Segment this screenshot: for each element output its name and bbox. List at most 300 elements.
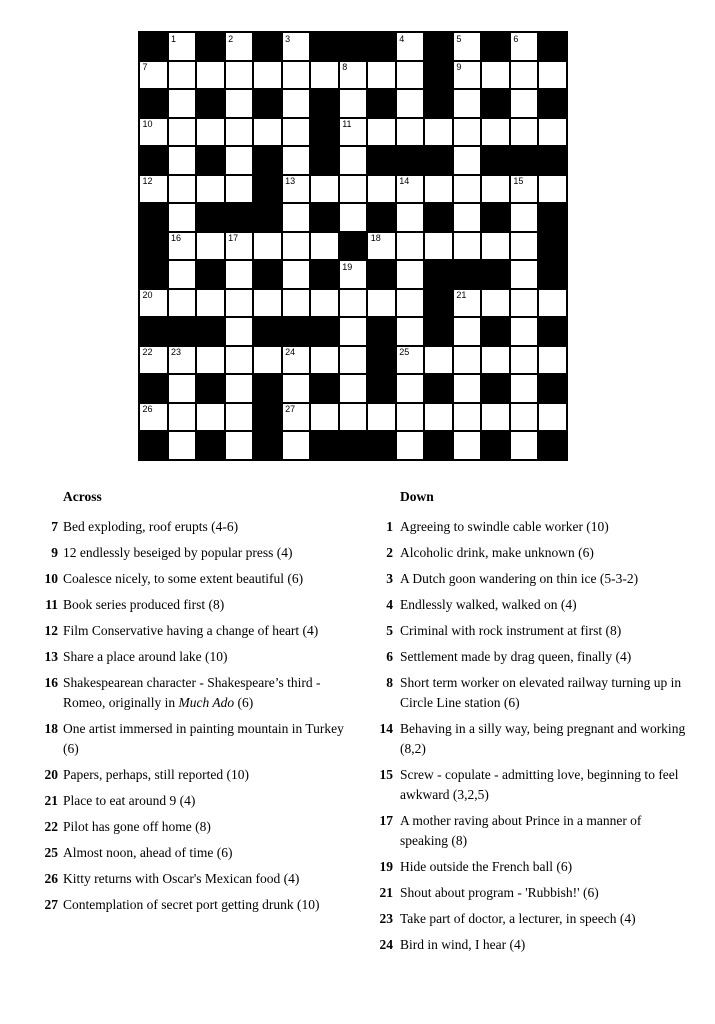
cell-r14-c11[interactable] — [453, 431, 482, 460]
cell-number-7: 7 — [142, 62, 148, 73]
cell-r13-c11[interactable] — [453, 403, 482, 432]
clue-number: 18 — [44, 721, 58, 736]
cell-r3-c7[interactable] — [339, 118, 368, 147]
down-header: Down — [400, 489, 434, 504]
clue-number: 21 — [44, 793, 58, 808]
cell-number-23: 23 — [171, 347, 182, 358]
block-r8-c4 — [253, 260, 282, 289]
block-r7-c7 — [339, 232, 368, 261]
clue-text: Book series produced first (8) — [63, 597, 225, 612]
cell-r0-c3[interactable] — [225, 32, 254, 61]
cell-r13-c0[interactable] — [139, 403, 168, 432]
block-r6-c14 — [538, 203, 567, 232]
cell-r4-c1[interactable] — [168, 146, 197, 175]
cell-r6-c1[interactable] — [168, 203, 197, 232]
clue-text: Shakespearean character - Shakespeare’s third - Romeo, originally in Much Ado (6) — [63, 675, 321, 710]
cell-r2-c1[interactable] — [168, 89, 197, 118]
clue-text: Coalesce nicely, to some extent beautiful (6) — [63, 571, 304, 586]
block-r6-c2 — [196, 203, 225, 232]
cell-r10-c11[interactable] — [453, 317, 482, 346]
across-clue-7 — [40, 517, 347, 537]
cell-r1-c6[interactable] — [310, 61, 339, 90]
cell-r11-c2[interactable] — [196, 346, 225, 375]
cell-number-20: 20 — [142, 290, 153, 301]
block-r11-c8 — [367, 346, 396, 375]
cell-r1-c11[interactable] — [453, 61, 482, 90]
clue-number: 11 — [45, 597, 58, 612]
cell-r9-c6[interactable] — [310, 289, 339, 318]
cell-number-24: 24 — [285, 347, 296, 358]
cell-r12-c1[interactable] — [168, 374, 197, 403]
cell-r0-c5[interactable] — [282, 32, 311, 61]
cell-r9-c1[interactable] — [168, 289, 197, 318]
block-r12-c2 — [196, 374, 225, 403]
clue-text: Short term worker on elevated railway turning up in Circle Line station (6) — [400, 675, 682, 710]
cell-r1-c12[interactable] — [481, 61, 510, 90]
cell-r8-c5[interactable] — [282, 260, 311, 289]
block-r10-c10 — [424, 317, 453, 346]
block-r14-c8 — [367, 431, 396, 460]
block-r14-c2 — [196, 431, 225, 460]
cell-number-9: 9 — [456, 62, 462, 73]
down-clue-23 — [375, 909, 688, 929]
clue-text: 12 endlessly beseiged by popular press (4) — [63, 545, 293, 560]
cell-r12-c13[interactable] — [510, 374, 539, 403]
cell-r9-c14[interactable] — [538, 289, 567, 318]
block-r12-c8 — [367, 374, 396, 403]
clue-text: Take part of doctor, a lecturer, in speech (4) — [400, 911, 636, 926]
cell-r13-c10[interactable] — [424, 403, 453, 432]
cell-r7-c1[interactable] — [168, 232, 197, 261]
block-r0-c6 — [310, 32, 339, 61]
cell-number-11: 11 — [342, 119, 352, 130]
block-r12-c10 — [424, 374, 453, 403]
cell-r8-c3[interactable] — [225, 260, 254, 289]
cell-r4-c3[interactable] — [225, 146, 254, 175]
down-clue-1 — [375, 517, 688, 537]
block-r8-c0 — [139, 260, 168, 289]
block-r10-c12 — [481, 317, 510, 346]
block-r4-c2 — [196, 146, 225, 175]
cell-r7-c3[interactable] — [225, 232, 254, 261]
across-clue-16 — [40, 673, 347, 713]
cell-r14-c5[interactable] — [282, 431, 311, 460]
block-r8-c10 — [424, 260, 453, 289]
clue-text: Screw - copulate - admitting love, beginning to feel awkward (3,2,5) — [400, 767, 679, 802]
down-clue-4 — [375, 595, 688, 615]
cell-r9-c4[interactable] — [253, 289, 282, 318]
cell-r3-c4[interactable] — [253, 118, 282, 147]
block-r8-c2 — [196, 260, 225, 289]
cell-r1-c0[interactable] — [139, 61, 168, 90]
cell-r1-c7[interactable] — [339, 61, 368, 90]
cell-r2-c9[interactable] — [396, 89, 425, 118]
cell-r3-c3[interactable] — [225, 118, 254, 147]
cell-r11-c11[interactable] — [453, 346, 482, 375]
cell-r5-c14[interactable] — [538, 175, 567, 204]
cell-number-2: 2 — [228, 33, 234, 44]
cell-r9-c0[interactable] — [139, 289, 168, 318]
cell-r11-c14[interactable] — [538, 346, 567, 375]
cell-r8-c7[interactable] — [339, 260, 368, 289]
cell-r5-c3[interactable] — [225, 175, 254, 204]
clue-number: 21 — [379, 885, 393, 900]
across-header: Across — [63, 489, 102, 504]
cell-r14-c9[interactable] — [396, 431, 425, 460]
cell-r0-c9[interactable] — [396, 32, 425, 61]
cell-r1-c8[interactable] — [367, 61, 396, 90]
clue-number: 13 — [44, 649, 58, 664]
cell-r11-c4[interactable] — [253, 346, 282, 375]
cell-r11-c5[interactable] — [282, 346, 311, 375]
cell-r5-c2[interactable] — [196, 175, 225, 204]
clue-number: 8 — [386, 675, 393, 690]
across-clue-21 — [40, 791, 347, 811]
across-clue-25 — [40, 843, 347, 863]
cell-r1-c4[interactable] — [253, 61, 282, 90]
block-r9-c10 — [424, 289, 453, 318]
cell-r9-c12[interactable] — [481, 289, 510, 318]
cell-r5-c7[interactable] — [339, 175, 368, 204]
cell-r3-c5[interactable] — [282, 118, 311, 147]
cell-number-14: 14 — [399, 176, 410, 187]
cell-r13-c3[interactable] — [225, 403, 254, 432]
block-r2-c12 — [481, 89, 510, 118]
clue-text: Contemplation of secret port getting drunk (10) — [63, 897, 320, 912]
clue-number: 5 — [386, 623, 393, 638]
clue-text: A mother raving about Prince in a manner of speaking (8) — [400, 813, 642, 848]
cell-r13-c9[interactable] — [396, 403, 425, 432]
clue-text: Share a place around lake (10) — [63, 649, 228, 664]
clue-number: 14 — [379, 721, 393, 736]
down-clue-24 — [375, 935, 688, 955]
clue-text: Papers, perhaps, still reported (10) — [63, 767, 249, 782]
block-r2-c14 — [538, 89, 567, 118]
clue-text: Almost noon, ahead of time (6) — [63, 845, 233, 860]
block-r0-c14 — [538, 32, 567, 61]
cell-r5-c5[interactable] — [282, 175, 311, 204]
cell-r7-c12[interactable] — [481, 232, 510, 261]
cell-r7-c2[interactable] — [196, 232, 225, 261]
cell-r7-c8[interactable] — [367, 232, 396, 261]
cell-r9-c2[interactable] — [196, 289, 225, 318]
block-r10-c6 — [310, 317, 339, 346]
down-clues-section — [375, 487, 688, 961]
cell-r13-c2[interactable] — [196, 403, 225, 432]
cell-r11-c10[interactable] — [424, 346, 453, 375]
cell-r2-c11[interactable] — [453, 89, 482, 118]
block-r8-c12 — [481, 260, 510, 289]
block-r7-c0 — [139, 232, 168, 261]
cell-r13-c12[interactable] — [481, 403, 510, 432]
cell-r12-c9[interactable] — [396, 374, 425, 403]
cell-r3-c8[interactable] — [367, 118, 396, 147]
across-clue-27 — [40, 895, 347, 915]
block-r12-c4 — [253, 374, 282, 403]
cell-r5-c11[interactable] — [453, 175, 482, 204]
cell-r6-c7[interactable] — [339, 203, 368, 232]
cell-r1-c1[interactable] — [168, 61, 197, 90]
clue-number: 23 — [379, 911, 393, 926]
cell-r6-c5[interactable] — [282, 203, 311, 232]
block-r4-c6 — [310, 146, 339, 175]
cell-number-4: 4 — [399, 33, 405, 44]
down-clue-19 — [375, 857, 688, 877]
cell-number-16: 16 — [171, 233, 182, 244]
cell-r12-c3[interactable] — [225, 374, 254, 403]
cell-r8-c13[interactable] — [510, 260, 539, 289]
cell-r6-c9[interactable] — [396, 203, 425, 232]
down-clue-2 — [375, 543, 688, 563]
clue-number: 7 — [51, 519, 58, 534]
cell-r7-c13[interactable] — [510, 232, 539, 261]
cell-r3-c11[interactable] — [453, 118, 482, 147]
cell-r9-c13[interactable] — [510, 289, 539, 318]
cell-r3-c13[interactable] — [510, 118, 539, 147]
cell-r7-c6[interactable] — [310, 232, 339, 261]
cell-r5-c10[interactable] — [424, 175, 453, 204]
clue-text: Film Conservative having a change of heart (4) — [63, 623, 319, 638]
block-r8-c8 — [367, 260, 396, 289]
cell-r1-c3[interactable] — [225, 61, 254, 90]
cell-r0-c1[interactable] — [168, 32, 197, 61]
clue-text: Pilot has gone off home (8) — [63, 819, 211, 834]
cell-r9-c7[interactable] — [339, 289, 368, 318]
clue-text: Behaving in a silly way, being pregnant and working (8,2) — [400, 721, 686, 756]
cell-r11-c9[interactable] — [396, 346, 425, 375]
cell-r3-c0[interactable] — [139, 118, 168, 147]
cell-r8-c1[interactable] — [168, 260, 197, 289]
cell-r2-c13[interactable] — [510, 89, 539, 118]
clue-text: Settlement made by drag queen, finally (4) — [400, 649, 632, 664]
block-r2-c6 — [310, 89, 339, 118]
cell-r7-c10[interactable] — [424, 232, 453, 261]
across-clue-11 — [40, 595, 347, 615]
clue-number: 1 — [386, 519, 393, 534]
cell-r11-c3[interactable] — [225, 346, 254, 375]
block-r0-c8 — [367, 32, 396, 61]
cell-r9-c8[interactable] — [367, 289, 396, 318]
across-clue-12 — [40, 621, 347, 641]
cell-number-5: 5 — [456, 33, 462, 44]
cell-r2-c7[interactable] — [339, 89, 368, 118]
cell-number-1: 1 — [171, 33, 177, 44]
across-clue-10 — [40, 569, 347, 589]
block-r0-c10 — [424, 32, 453, 61]
cell-r10-c3[interactable] — [225, 317, 254, 346]
block-r10-c4 — [253, 317, 282, 346]
cell-r3-c14[interactable] — [538, 118, 567, 147]
across-clue-26 — [40, 869, 347, 889]
block-r6-c10 — [424, 203, 453, 232]
cell-r14-c1[interactable] — [168, 431, 197, 460]
across-clue-9 — [40, 543, 347, 563]
cell-r3-c10[interactable] — [424, 118, 453, 147]
block-r13-c4 — [253, 403, 282, 432]
cell-r1-c14[interactable] — [538, 61, 567, 90]
cell-r4-c5[interactable] — [282, 146, 311, 175]
block-r4-c13 — [510, 146, 539, 175]
block-r4-c0 — [139, 146, 168, 175]
cell-r3-c1[interactable] — [168, 118, 197, 147]
cell-number-10: 10 — [142, 119, 153, 130]
cell-r9-c11[interactable] — [453, 289, 482, 318]
block-r14-c4 — [253, 431, 282, 460]
cell-r3-c9[interactable] — [396, 118, 425, 147]
cell-number-12: 12 — [142, 176, 153, 187]
block-r10-c2 — [196, 317, 225, 346]
cell-r13-c14[interactable] — [538, 403, 567, 432]
clue-number: 19 — [379, 859, 393, 874]
block-r14-c7 — [339, 431, 368, 460]
cell-r10-c7[interactable] — [339, 317, 368, 346]
cell-number-13: 13 — [285, 176, 296, 187]
block-r0-c4 — [253, 32, 282, 61]
cell-r11-c6[interactable] — [310, 346, 339, 375]
cell-r7-c5[interactable] — [282, 232, 311, 261]
clue-text: Shout about program - 'Rubbish!' (6) — [400, 885, 599, 900]
cell-r1-c2[interactable] — [196, 61, 225, 90]
clue-text: One artist immersed in painting mountain in Turkey (6) — [63, 721, 344, 756]
cell-r13-c8[interactable] — [367, 403, 396, 432]
cell-r6-c13[interactable] — [510, 203, 539, 232]
block-r5-c4 — [253, 175, 282, 204]
cell-r5-c13[interactable] — [510, 175, 539, 204]
block-r10-c8 — [367, 317, 396, 346]
block-r4-c14 — [538, 146, 567, 175]
cell-r10-c13[interactable] — [510, 317, 539, 346]
cell-r7-c11[interactable] — [453, 232, 482, 261]
block-r12-c0 — [139, 374, 168, 403]
cell-r5-c8[interactable] — [367, 175, 396, 204]
cell-r13-c1[interactable] — [168, 403, 197, 432]
cell-r11-c7[interactable] — [339, 346, 368, 375]
block-r7-c14 — [538, 232, 567, 261]
block-r4-c4 — [253, 146, 282, 175]
cell-number-17: 17 — [228, 233, 239, 244]
block-r14-c0 — [139, 431, 168, 460]
block-r8-c6 — [310, 260, 339, 289]
cell-number-25: 25 — [399, 347, 410, 358]
cell-r5-c1[interactable] — [168, 175, 197, 204]
cell-r0-c11[interactable] — [453, 32, 482, 61]
block-r0-c2 — [196, 32, 225, 61]
down-clue-8 — [375, 673, 688, 713]
cell-r9-c9[interactable] — [396, 289, 425, 318]
cell-r7-c9[interactable] — [396, 232, 425, 261]
cell-r9-c5[interactable] — [282, 289, 311, 318]
cell-r1-c9[interactable] — [396, 61, 425, 90]
cell-r9-c3[interactable] — [225, 289, 254, 318]
across-clue-13 — [40, 647, 347, 667]
across-clue-20 — [40, 765, 347, 785]
cell-r7-c4[interactable] — [253, 232, 282, 261]
cell-r12-c5[interactable] — [282, 374, 311, 403]
block-r6-c4 — [253, 203, 282, 232]
block-r8-c11 — [453, 260, 482, 289]
cell-number-19: 19 — [342, 261, 353, 272]
cell-r8-c9[interactable] — [396, 260, 425, 289]
cell-r3-c2[interactable] — [196, 118, 225, 147]
cell-r11-c0[interactable] — [139, 346, 168, 375]
clue-number: 12 — [44, 623, 58, 638]
cell-r13-c6[interactable] — [310, 403, 339, 432]
cell-r2-c3[interactable] — [225, 89, 254, 118]
cell-r14-c13[interactable] — [510, 431, 539, 460]
cell-r13-c13[interactable] — [510, 403, 539, 432]
cell-r5-c6[interactable] — [310, 175, 339, 204]
clue-text: Kitty returns with Oscar's Mexican food (4) — [63, 871, 300, 886]
clue-number: 25 — [44, 845, 58, 860]
cell-number-8: 8 — [342, 62, 348, 73]
down-clue-3 — [375, 569, 688, 589]
down-clue-14 — [375, 719, 688, 759]
cell-number-22: 22 — [142, 347, 153, 358]
cell-r1-c5[interactable] — [282, 61, 311, 90]
cell-r6-c11[interactable] — [453, 203, 482, 232]
cell-r5-c12[interactable] — [481, 175, 510, 204]
down-clue-6 — [375, 647, 688, 667]
clue-number: 17 — [379, 813, 393, 828]
cell-number-3: 3 — [285, 33, 291, 44]
block-r2-c4 — [253, 89, 282, 118]
clue-text: Hide outside the French ball (6) — [400, 859, 573, 874]
cell-r11-c12[interactable] — [481, 346, 510, 375]
down-clue-15 — [375, 765, 688, 805]
block-r4-c12 — [481, 146, 510, 175]
block-r10-c1 — [168, 317, 197, 346]
down-clue-17 — [375, 811, 688, 851]
clue-number: 15 — [379, 767, 393, 782]
clue-text: Place to eat around 9 (4) — [63, 793, 196, 808]
cell-r11-c13[interactable] — [510, 346, 539, 375]
cell-r14-c3[interactable] — [225, 431, 254, 460]
crossword-grid — [138, 31, 568, 461]
cell-r12-c7[interactable] — [339, 374, 368, 403]
cell-r5-c9[interactable] — [396, 175, 425, 204]
cell-r10-c9[interactable] — [396, 317, 425, 346]
block-r12-c12 — [481, 374, 510, 403]
block-r0-c0 — [139, 32, 168, 61]
clue-text: Endlessly walked, walked on (4) — [400, 597, 577, 612]
block-r4-c8 — [367, 146, 396, 175]
cell-r11-c1[interactable] — [168, 346, 197, 375]
block-r12-c14 — [538, 374, 567, 403]
cell-r4-c11[interactable] — [453, 146, 482, 175]
cell-r12-c11[interactable] — [453, 374, 482, 403]
clue-number: 27 — [44, 897, 58, 912]
cell-r3-c12[interactable] — [481, 118, 510, 147]
cell-number-18: 18 — [370, 233, 381, 244]
cell-number-15: 15 — [513, 176, 524, 187]
block-r2-c0 — [139, 89, 168, 118]
block-r14-c12 — [481, 431, 510, 460]
cell-r2-c5[interactable] — [282, 89, 311, 118]
block-r10-c5 — [282, 317, 311, 346]
cell-r13-c7[interactable] — [339, 403, 368, 432]
cell-r13-c5[interactable] — [282, 403, 311, 432]
cell-number-27: 27 — [285, 404, 296, 415]
clue-number: 26 — [44, 871, 58, 886]
cell-r5-c0[interactable] — [139, 175, 168, 204]
cell-r0-c13[interactable] — [510, 32, 539, 61]
block-r4-c9 — [396, 146, 425, 175]
clue-text: Bed exploding, roof erupts (4-6) — [63, 519, 239, 534]
cell-r4-c7[interactable] — [339, 146, 368, 175]
cell-r1-c13[interactable] — [510, 61, 539, 90]
block-r2-c10 — [424, 89, 453, 118]
cell-number-21: 21 — [456, 290, 467, 301]
